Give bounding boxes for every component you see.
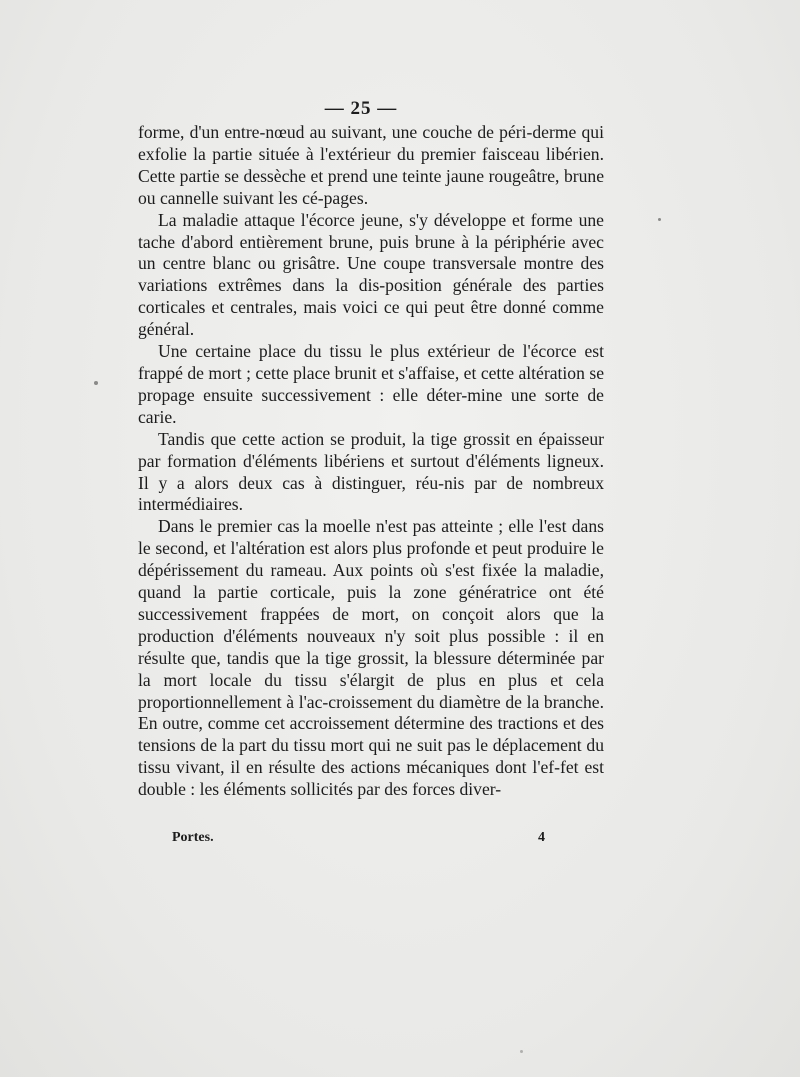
ink-speck: [658, 218, 661, 221]
paragraph-5: Dans le premier cas la moelle n'est pas atteinte ; elle l'est dans le second, et l'altération est alors plus profonde et peut produire le dépérissement du rameau. Aux points où s'est fixée la maladie, quand la partie corticale, puis la zone génératrice ont été successivement frappées de mort, on conçoit alors que la production d'éléments nouveaux n'y soit plus possible : il en résulte que, tandis que la tige grossit, la blessure déterminée par la mort locale du tissu s'élargit de plus en plus et cela proportionnellement à l'ac-croissement du diamètre de la branche. En outre, comme cet accroissement détermine des tractions et des tensions de la part du tissu mort qui ne suit pas le déplacement du tissu vivant, il en résulte des actions mécaniques dont l'ef-fet est double : les éléments sollicités par des forces diver-: [138, 516, 604, 800]
footer-signature-mark: 4: [538, 830, 545, 845]
ink-speck: [520, 1050, 523, 1053]
ink-speck: [94, 381, 98, 385]
paragraph-1: forme, d'un entre-nœud au suivant, une couche de péri-derme qui exfolie la partie située à l'extérieur du premier faisceau libérien. Cette partie se dessèche et prend une teinte jaune rougeâtre, brune ou cannelle suivant les cé-pages.: [138, 122, 604, 208]
footer-author: Portes.: [172, 830, 214, 845]
page-number: — 25 —: [324, 98, 398, 119]
paragraph-2: La maladie attaque l'écorce jeune, s'y développe et forme une tache d'abord entièrement brune, puis brune à la périphérie avec un centre blanc ou grisâtre. Une coupe transversale montre des variations extrêmes dans la dis-position générale des parties corticales et centrales, mais voici ce qui peut être donné comme général.: [138, 209, 604, 340]
body-text: [138, 122, 604, 801]
paragraph-3: Une certaine place du tissu le plus extérieur de l'écorce est frappé de mort ; cette place brunit et s'affaise, et cette altération se propage ensuite successivement : elle déter-mine une sorte de carie.: [138, 341, 604, 427]
paragraph-4: Tandis que cette action se produit, la tige grossit en épaisseur par formation d'éléments libériens et surtout d'éléments ligneux. Il y a alors deux cas à distinguer, réu-nis par de nombreux intermédiaires.: [138, 428, 604, 515]
